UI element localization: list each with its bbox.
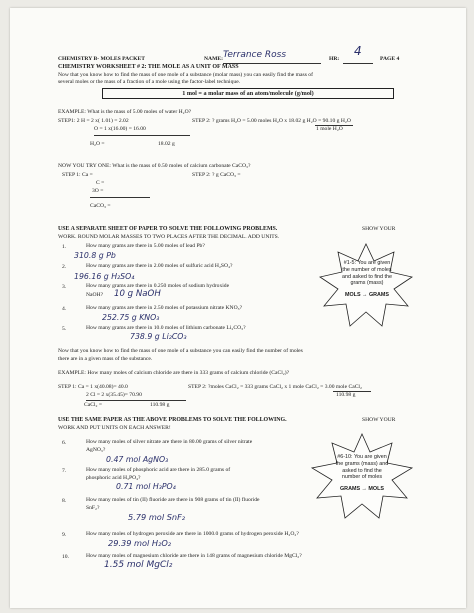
- hr-label: HR:: [329, 56, 340, 62]
- page-number: PAGE 4: [380, 56, 400, 62]
- hr-value: 4: [354, 44, 362, 58]
- star2-line-4: number of moles: [341, 474, 383, 481]
- example2-step2: STEP 2: ?moles CaCl₂ = 333 grams CaCl₂ x 1 mole CaCl₂ = 3.00 mole CaCl₂: [188, 384, 362, 390]
- example1-step1-a: STEP1: 2 H = 2 x( 1.01) = 2.02: [58, 118, 129, 124]
- star2-text: [330, 454, 394, 493]
- q8-text-2: SnF₂?: [86, 505, 100, 511]
- example2-step2-den: 110.98 g: [336, 392, 356, 398]
- q1-text: How many grams are there in 5.00 moles of lead Pb?: [86, 243, 205, 249]
- section2-heading2: WORK AND PUT UNITS ON EACH ANSWER!: [58, 425, 171, 431]
- q7-text-2: phosphoric acid H₃PO₄?: [86, 475, 141, 481]
- example1-sum-line: [94, 135, 190, 136]
- try-one-sum-line: [90, 197, 150, 198]
- star2-line-2: the grams (mass) and: [335, 460, 389, 467]
- definition-text: 1 mol = a molar mass of an atom/molecule (g/mol): [182, 90, 314, 97]
- example1-step2-den: 1 mole H₂O: [316, 126, 343, 132]
- try-one-question: NOW YOU TRY ONE: What is the mass of 0.50 moles of calcium carbonate CaCO₃?: [58, 163, 251, 169]
- q4-text: How many grams are there in 2.50 moles of potassium nitrate KNO₃?: [86, 305, 243, 311]
- star1-label: MOLS → GRAMS: [344, 292, 390, 299]
- example1-total: 18.02 g: [158, 141, 175, 147]
- example1-step1-b: O = 1 x(16.00) = 16.00: [94, 126, 146, 132]
- star1-line-4: grams (mass): [350, 280, 384, 287]
- q6-text-2: AgNO₃?: [86, 447, 106, 453]
- q8-answer: 5.79 mol SnF₂: [128, 512, 186, 522]
- intro-line-2: several moles or the mass of a fraction of a mole using the factor-label technique.: [58, 79, 241, 85]
- q10-answer: 1.55 mol MgCl₂: [104, 560, 173, 570]
- example1-question: EXAMPLE: What is the mass of 5.00 moles of water H₂O?: [58, 109, 192, 115]
- try-one-step1-c: 3O =: [92, 188, 104, 194]
- star2-label: GRAMS → MOLS: [339, 486, 385, 493]
- star2-line-1: #6-10: You are given: [337, 454, 387, 460]
- star1-text: [338, 260, 396, 299]
- reverse-intro-2: there are in a given mass of the substance.: [58, 356, 153, 362]
- worksheet-page: [10, 8, 466, 608]
- q5-number: 5.: [62, 326, 67, 332]
- definition-box: [102, 88, 394, 99]
- q3-number: 3.: [62, 284, 67, 290]
- q2-number: 2.: [62, 264, 67, 270]
- q8-number: 8.: [62, 498, 67, 504]
- q6-number: 6.: [62, 440, 67, 446]
- example2-total: 110.98 g: [150, 402, 170, 408]
- example2-step1-b: 2 Cl = 2 x(35.45)= 70.90: [86, 392, 142, 398]
- section1-heading-tail: SHOW YOUR: [362, 226, 396, 232]
- q10-number: 10.: [62, 554, 69, 560]
- example2-step1-a: STEP 1: Ca = 1 x(40.08)= 40.0: [58, 384, 128, 390]
- q2-answer: 196.16 g H₂SO₄: [74, 272, 135, 281]
- section2-heading: USE THE SAME PAPER AS THE ABOVE PROBLEMS TO SOLVE THE FOLLOWING.: [58, 417, 287, 423]
- q7-number: 7.: [62, 468, 67, 474]
- example1-step2: STEP 2: ? grams H₂O = 5.00 moles H₂O x 18.02 g H₂O = 90.10 g H₂O: [192, 118, 351, 124]
- intro-line-1: Now that you know how to find the mass of one mole of a substance (molar mass) you can easily find the mass of: [58, 72, 313, 78]
- q3-text: How many grams are there in 0.250 moles of sodium hydroxide: [86, 283, 230, 289]
- q6-answer: 0.47 mol AgNO₃: [106, 455, 169, 464]
- example2-question: EXAMPLE: How many moles of calcium chloride are there in 333 grams of calcium chloride (CaCl₂)?: [58, 370, 290, 376]
- q1-answer: 310.8 g Pb: [74, 251, 116, 260]
- q7-answer: 0.71 mol H₃PO₄: [116, 482, 176, 491]
- example2-sum-line: [86, 400, 186, 401]
- try-one-step1-b: C =: [96, 180, 105, 186]
- worksheet-title: CHEMISTRY WORKSHEET # 2: THE MOLE AS A UNIT OF MASS: [58, 64, 239, 70]
- name-label: NAME:: [204, 56, 223, 62]
- reverse-intro-1: Now that you know how to find the mass of one mole of a substance you can easily find the number of moles: [58, 348, 303, 354]
- section1-heading: USE A SEPARATE SHEET OF PAPER TO SOLVE THE FOLLOWING PROBLEMS.: [58, 226, 278, 232]
- q7-text: How many moles of phosphoric acid are there in 285.0 grams of: [86, 467, 231, 473]
- name-value: Terrance Ross: [223, 50, 287, 60]
- hr-underline: [343, 63, 373, 64]
- star2-line-3: asked to find the: [342, 467, 382, 474]
- q5-answer: 738.9 g Li₂CO₃: [130, 332, 187, 341]
- q4-answer: 252.75 g KNO₃: [102, 313, 160, 322]
- try-one-step1-a: STEP 1: Ca =: [62, 172, 93, 178]
- q8-text: How many moles of tin (II) fluoride are there in 908 grams of tin (II) fluoride: [86, 497, 260, 503]
- try-one-step2: STEP 2: ? g CaCO₃ =: [192, 172, 241, 178]
- star1-line-3: and asked to find the: [341, 273, 393, 280]
- q10-text: How many moles of magnesium chloride are there in 148 grams of magnesium chloride MgCl₂?: [86, 553, 302, 559]
- q4-number: 4.: [62, 306, 67, 312]
- example1-step1-c: H₂O =: [90, 141, 105, 147]
- star1-line-1: #1-5: You are given: [343, 260, 391, 266]
- section1-heading2: WORK. ROUND MOLAR MASSES TO TWO PLACES AFTER THE DECIMAL. ADD UNITS.: [58, 234, 280, 240]
- example2-step1-c: CaCl₂ =: [84, 402, 103, 408]
- q9-text: How many moles of hydrogen peroxide are there in 1000.0 grams of hydrogen peroxide H₂O₂?: [86, 531, 299, 537]
- q3-answer: 10 g NaOH: [114, 289, 161, 299]
- q5-text: How many grams are there in 10.0 moles of lithium carbonate Li₂CO₃?: [86, 325, 246, 331]
- star1-line-2: the number of moles: [342, 266, 392, 273]
- q9-number: 9.: [62, 532, 67, 538]
- q6-text: How many moles of silver nitrate are there in 80.00 grams of silver nitrate: [86, 439, 253, 445]
- packet-title: CHEMISTRY B- MOLES PACKET: [58, 56, 145, 62]
- q1-number: 1.: [62, 244, 67, 250]
- q2-text: How many grams are there in 2.00 moles of sulfuric acid H₂SO₄?: [86, 263, 233, 269]
- section2-heading-tail: SHOW YOUR: [362, 417, 396, 423]
- try-one-step1-d: CaCO₃ =: [90, 203, 111, 209]
- q9-answer: 29.39 mol H₂O₂: [108, 538, 172, 548]
- q3-text-2: NaOH?: [86, 292, 104, 298]
